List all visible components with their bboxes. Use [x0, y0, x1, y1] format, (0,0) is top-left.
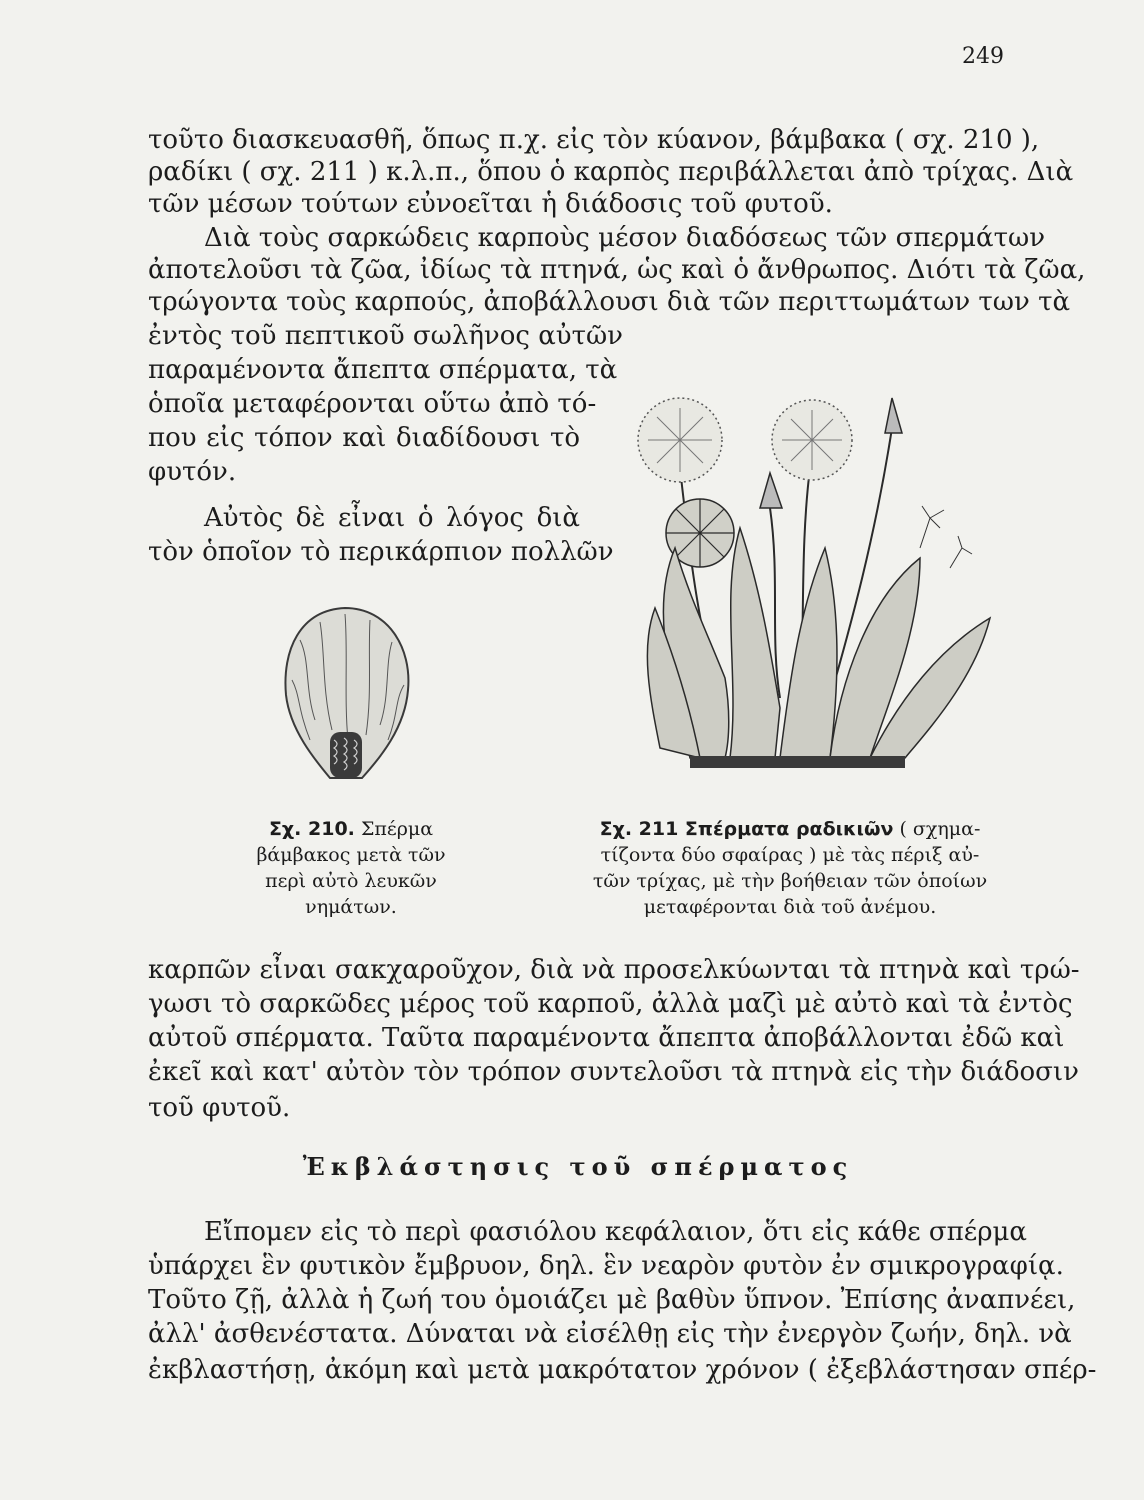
figure-211-caption-line: τῶν τρίχας, μὲ τὴν βοήθειαν τῶν ὁποίων [592, 870, 988, 892]
figure-211-caption-line: μεταφέρονται διὰ τοῦ ἀνέμου. [643, 896, 937, 918]
figure-210-label: Σχ. 210. [268, 818, 355, 840]
text-line: τοῦ φυτοῦ. [148, 1093, 291, 1123]
figure-210-caption-line: Σπέρμα [360, 818, 434, 840]
figure-210-caption-line: βάμβακος μετὰ τῶν [256, 844, 446, 866]
figure-211-label: Σχ. 211 Σπέρματα ραδικιῶν [599, 818, 894, 840]
text-line: τρώγοντα τοὺς καρπούς, ἀποβάλλουσι διὰ τῶν περιττωμάτων των τὰ [148, 287, 1071, 317]
text-line: ὁποῖα μεταφέρονται οὕτω ἀπὸ τό- [148, 389, 597, 419]
page-number: 249 [962, 44, 1004, 69]
text-line: τῶν μέσων τούτων εὐνοεῖται ἡ διάδοσις τοῦ φυτοῦ. [148, 189, 833, 219]
text-line: ἀλλ' ἀσθενέστατα. Δύναται νὰ εἰσέλθῃ εἰς τὴν ἐνεργὸν ζωήν, δηλ. νὰ [148, 1319, 1072, 1349]
text-line: Διὰ τοὺς σαρκώδεις καρποὺς μέσον διαδόσεως τῶν σπερμάτων [204, 223, 1046, 253]
figure-210-caption [236, 816, 466, 920]
text-line: παραμένοντα ἄπεπτα σπέρματα, τὰ [148, 355, 618, 385]
text-line: τὸν ὁποῖον τὸ περικάρπιον πολλῶν [148, 537, 614, 567]
figure-211-caption [566, 816, 1014, 920]
text-line: που εἰς τόπον καὶ διαδίδουσι τὸ [148, 423, 580, 453]
text-line: αὐτοῦ σπέρματα. Ταῦτα παραμένοντα ἄπεπτα ἀποβάλλονται ἐδῶ καὶ [148, 1023, 1065, 1053]
cotton-seed-illustration [270, 600, 420, 786]
section-heading: Ἐκβλάστησις τοῦ σπέρματος [302, 1152, 854, 1181]
text-line: τοῦτο διασκευασθῆ, ὅπως π.χ. εἰς τὸν κύανον, βάμβακα ( σχ. 210 ), [148, 125, 1040, 155]
text-line: φυτόν. [148, 457, 237, 487]
text-line: ἐκβλαστήσῃ, ἀκόμη καὶ μετὰ μακρότατον χρόνον ( ἐξεβλάστησαν σπέρ- [148, 1355, 1097, 1385]
text-line: γωσι τὸ σαρκῶδες μέρος τοῦ καρποῦ, ἀλλὰ μαζὶ μὲ αὐτὸ καὶ τὰ ἐντὸς [148, 989, 1073, 1019]
text-line: ραδίκι ( σχ. 211 ) κ.λ.π., ὅπου ὁ καρπὸς περιβάλλεται ἀπὸ τρίχας. Διὰ [148, 157, 1074, 187]
figure-210-caption-line: περὶ αὐτὸ λευκῶν [265, 870, 437, 892]
text-line: Εἴπομεν εἰς τὸ περὶ φασιόλου κεφάλαιον, ὅτι εἰς κάθε σπέρμα [204, 1217, 1027, 1247]
text-line: καρπῶν εἶναι σακχαροῦχον, διὰ νὰ προσελκύωνται τὰ πτηνὰ καὶ τρώ- [148, 955, 1080, 985]
text-line: ἀποτελοῦσι τὰ ζῶα, ἰδίως τὰ πτηνά, ὡς καὶ ὁ ἄνθρωπος. Διότι τὰ ζῶα, [148, 255, 1086, 285]
figure-211-caption-line: ( σχημα- [899, 818, 981, 840]
text-line: ὑπάρχει ἓν φυτικὸν ἔμβρυον, δηλ. ἓν νεαρὸν φυτὸν ἐν σμικρογραφίᾳ. [148, 1251, 1064, 1281]
text-line: Τοῦτο ζῇ, ἀλλὰ ἡ ζωή του ὁμοιάζει μὲ βαθὺν ὕπνον. Ἐπίσης ἀναπνέει, [148, 1285, 1076, 1315]
dandelion-plant-illustration [630, 378, 1010, 774]
text-line: ἐκεῖ καὶ κατ' αὐτὸν τὸν τρόπον συντελοῦσι τὰ πτηνὰ εἰς τὴν διάδοσιν [148, 1057, 1079, 1087]
figure-210-caption-line: νημάτων. [305, 896, 397, 918]
text-line: ἐντὸς τοῦ πεπτικοῦ σωλῆνος αὐτῶν [148, 321, 623, 351]
figure-211-caption-line: τίζοντα δύο σφαίρας ) μὲ τὰς πέριξ αὐ- [600, 844, 980, 866]
text-line: Αὐτὸς δὲ εἶναι ὁ λόγος διὰ [204, 503, 580, 533]
